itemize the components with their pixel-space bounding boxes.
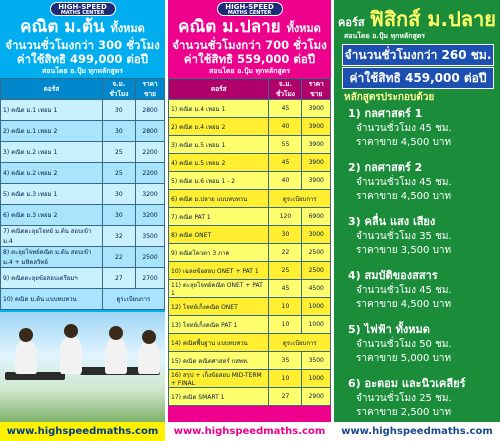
table-row <box>169 262 331 280</box>
course-price: 1000 <box>302 298 331 316</box>
see-rules: ดูระเบียบการ <box>269 334 331 352</box>
course-hours: 32 <box>102 226 135 247</box>
course-price: 2500 <box>302 244 331 262</box>
table-row <box>169 388 331 406</box>
physics-panel <box>334 0 500 441</box>
table-row <box>1 100 165 121</box>
course-hours: 45 <box>269 154 302 172</box>
course-name: 4) คณิต ม.2 เทอม 2 <box>1 163 103 184</box>
table-row <box>169 316 331 334</box>
course-price: 2500 <box>136 247 165 268</box>
course-price: 3500 <box>302 352 331 370</box>
physics-course-item <box>348 212 492 258</box>
course-price: 1000 <box>302 370 331 388</box>
website-link[interactable]: www.highspeedmaths.com <box>334 422 500 441</box>
course-price: ราคาขาย 3,500 บาท <box>356 245 452 256</box>
course-hours: 25 <box>269 262 302 280</box>
panel-title <box>0 17 165 39</box>
physics-course-item <box>348 266 492 312</box>
course-title: 5) ไฟฟ้า ทั้งหมด <box>348 323 430 336</box>
junior-math-panel <box>0 0 165 441</box>
course-name: 9) คณิตโควตา 3 ภาค <box>169 244 269 262</box>
see-rules: ดูระเบียบการ <box>102 289 164 310</box>
course-price: ราคาขาย 5,000 บาท <box>356 353 452 364</box>
course-name: 2) คณิต ม.4 เทอม 2 <box>169 118 269 136</box>
course-name: 3) คณิต ม.2 เทอม 1 <box>1 142 103 163</box>
course-hours: 30 <box>102 184 135 205</box>
center-logo <box>217 2 283 16</box>
table-row <box>1 205 165 226</box>
course-name: 10) คณิต ม.ต้น แบบทบทวน <box>1 289 103 310</box>
table-row <box>169 100 331 118</box>
teacher-note: สอนโดย อ.ปุ้ม ทุกหลักสูตร <box>344 32 426 40</box>
table-row <box>169 226 331 244</box>
table-row <box>1 184 165 205</box>
course-name: 7) คณิต PAT 1 <box>169 208 269 226</box>
senior-math-panel <box>168 0 331 441</box>
table-row <box>1 226 165 247</box>
website-link[interactable]: www.highspeedmaths.com <box>0 422 165 441</box>
course-hours: จำนวนชั่วโมง 50 ชม. <box>356 339 452 350</box>
center-logo <box>50 2 116 16</box>
table-row <box>169 154 331 172</box>
website-link[interactable]: www.highspeedmaths.com <box>168 422 331 441</box>
annual-price: ค่าใช้สิทธิ 499,000 ต่อปี <box>16 52 149 66</box>
course-name: 4) คณิต ม.5 เทอม 2 <box>169 154 269 172</box>
course-hours: 30 <box>102 121 135 142</box>
course-name: 1) คณิต ม.4 เทอม 1 <box>169 100 269 118</box>
logo-subtext: MATHS CENTER <box>227 10 272 16</box>
column-header: จ.ม. ชั่วโมง <box>269 79 302 100</box>
course-name: 10) เฉลยข้อสอบ ONET + PAT 1 <box>169 262 269 280</box>
course-name: 6) คณิต ม.ปลาย แบบทบทวน <box>169 190 269 208</box>
course-name: 17) คณิต SMART 1 <box>169 388 269 406</box>
course-hours: 30 <box>269 226 302 244</box>
column-header: จ.ม. ชั่วโมง <box>102 79 135 100</box>
table-row <box>169 244 331 262</box>
course-price: 2800 <box>136 121 165 142</box>
column-header: ราคา ขาย <box>136 79 165 100</box>
course-price: 2200 <box>136 163 165 184</box>
course-hours: 10 <box>269 316 302 334</box>
table-row <box>169 298 331 316</box>
course-hours: 10 <box>269 298 302 316</box>
column-header: คอร์ส <box>169 79 269 100</box>
table-row <box>169 280 331 298</box>
table-row <box>169 136 331 154</box>
physics-course-item <box>348 374 492 420</box>
title-text: ฟิสิกส์ ม.ปลาย <box>369 7 496 31</box>
table-row <box>1 247 165 268</box>
table-row <box>169 334 331 352</box>
table-row <box>169 118 331 136</box>
title-text: คณิต ม.ต้น <box>20 17 105 37</box>
course-price: 2900 <box>302 388 331 406</box>
course-price: 3200 <box>136 205 165 226</box>
course-price: 3900 <box>302 118 331 136</box>
panel-title <box>168 17 331 39</box>
course-table <box>0 78 165 310</box>
annual-price: ค่าใช้สิทธิ 459,000 ต่อปี <box>342 67 494 89</box>
course-hours: 35 <box>269 352 302 370</box>
logo-subtext: MATHS CENTER <box>60 10 105 16</box>
course-name: 16) สรุป + เก็งข้อสอบ MID-TERM + FINAL <box>169 370 269 388</box>
course-price: 3500 <box>136 226 165 247</box>
total-hours: จำนวนชั่วโมงกว่า 300 ชั่วโมง <box>5 38 160 52</box>
title-suffix: ทั้งหมด <box>286 22 321 35</box>
course-price: 3000 <box>302 226 331 244</box>
teacher-note: สอนโดย อ.ปุ้ม ทุกหลักสูตร <box>41 67 124 75</box>
course-hours: จำนวนชั่วโมง 45 ชม. <box>356 177 452 188</box>
course-hours: 30 <box>102 205 135 226</box>
physics-course-item <box>348 104 492 150</box>
course-price: 3200 <box>136 184 165 205</box>
table-row <box>1 121 165 142</box>
course-title: 2) กลศาสตร์ 2 <box>348 161 423 174</box>
course-name: 2) คณิต ม.1 เทอม 2 <box>1 121 103 142</box>
course-name: 5) คณิต ม.6 เทอม 1 - 2 <box>169 172 269 190</box>
logo-text: HIGH-SPEED <box>225 3 274 11</box>
total-hours: จำนวนชั่วโมงกว่า 260 ชม. <box>342 44 494 66</box>
column-header: คอร์ส <box>1 79 103 100</box>
course-name: 8) คณิต ONET <box>169 226 269 244</box>
course-price: 3900 <box>302 172 331 190</box>
course-price: 3900 <box>302 154 331 172</box>
curriculum-heading: หลักสูตรประกอบด้วย <box>344 92 435 103</box>
course-hours: 30 <box>102 100 135 121</box>
course-table <box>168 78 331 406</box>
course-title: 6) อะตอม และนิวเคลียร์ <box>348 377 466 390</box>
course-name: 14) คณิตพื้นฐาน แบบทบทวน <box>169 334 269 352</box>
course-name: 12) โจทย์เก็งคณิต ONET <box>169 298 269 316</box>
total-hours: จำนวนชั่วโมงกว่า 700 ชั่วโมง <box>172 38 327 52</box>
course-hours: 55 <box>269 136 302 154</box>
course-name: 13) โจทย์เก็งคณิต PAT 1 <box>169 316 269 334</box>
course-hours: 22 <box>269 244 302 262</box>
course-price: ราคาขาย 4,500 บาท <box>356 191 452 202</box>
course-name: 8) ตะลุยโจทย์คณิต ม.ต้น สอบเข้า ม.4 + มหิดลวิทย์ <box>1 247 103 268</box>
course-name: 3) คณิต ม.5 เทอม 1 <box>169 136 269 154</box>
table-row <box>169 352 331 370</box>
table-row <box>169 172 331 190</box>
course-price: 3900 <box>302 100 331 118</box>
table-row <box>169 370 331 388</box>
course-price: 2200 <box>136 142 165 163</box>
course-title: 3) คลื่น แสง เสียง <box>348 215 436 228</box>
course-hours: 120 <box>269 208 302 226</box>
table-row <box>1 163 165 184</box>
course-name: 7) คณิตตะลุยโจทย์ ม.ต้น สอบเข้า ม.4 <box>1 226 103 247</box>
course-hours: 45 <box>269 100 302 118</box>
table-row <box>169 190 331 208</box>
course-hours: จำนวนชั่วโมง 45 ชม. <box>356 123 452 134</box>
table-row <box>1 268 165 289</box>
course-price: 6900 <box>302 208 331 226</box>
physics-course-item <box>348 158 492 204</box>
course-hours: 27 <box>102 268 135 289</box>
course-label: คอร์ส <box>337 16 365 29</box>
classroom-photo <box>0 312 165 422</box>
course-price: 1000 <box>302 316 331 334</box>
course-price: 2700 <box>136 268 165 289</box>
course-price: 3900 <box>302 136 331 154</box>
course-price: 2500 <box>302 262 331 280</box>
course-price: 2800 <box>136 100 165 121</box>
table-row <box>1 142 165 163</box>
teacher-note: สอนโดย อ.ปุ้ม ทุกหลักสูตร <box>208 67 291 75</box>
title-suffix: ทั้งหมด <box>110 22 145 35</box>
table-row <box>1 289 165 310</box>
title-text: คณิต ม.ปลาย <box>178 17 281 37</box>
course-title: 4) สมบัติของสสาร <box>348 269 438 282</box>
annual-price: ค่าใช้สิทธิ 559,000 ต่อปี <box>183 52 316 66</box>
course-hours: 25 <box>102 163 135 184</box>
course-hours: 40 <box>269 172 302 190</box>
course-name: 11) ตะลุยโจทย์คณิต ONET + PAT 1 <box>169 280 269 298</box>
course-hours: 25 <box>102 142 135 163</box>
course-hours: จำนวนชั่วโมง 35 ชม. <box>356 231 452 242</box>
course-hours: 45 <box>269 280 302 298</box>
course-name: 5) คณิต ม.3 เทอม 1 <box>1 184 103 205</box>
course-price: 4500 <box>302 280 331 298</box>
course-hours: 27 <box>269 388 302 406</box>
course-hours: จำนวนชั่วโมง 25 ชม. <box>356 393 452 404</box>
column-header: ราคา ขาย <box>302 79 331 100</box>
course-name: 9) คณิตตะลุยข้อสอบเตรียมฯ <box>1 268 103 289</box>
course-name: 1) คณิต ม.1 เทอม 1 <box>1 100 103 121</box>
course-hours: จำนวนชั่วโมง 45 ชม. <box>356 285 452 296</box>
see-rules: ดูระเบียบการ <box>269 190 331 208</box>
course-price: ราคาขาย 4,500 บาท <box>356 137 452 148</box>
physics-course-item <box>348 320 492 366</box>
logo-text: HIGH-SPEED <box>58 3 107 11</box>
course-price: ราคาขาย 4,500 บาท <box>356 299 452 310</box>
course-title: 1) กลศาสตร์ 1 <box>348 107 423 120</box>
course-hours: 22 <box>102 247 135 268</box>
course-name: 15) คณิต คณิตศาสตร์ กสพท. <box>169 352 269 370</box>
course-name: 6) คณิต ม.3 เทอม 2 <box>1 205 103 226</box>
course-price: ราคาขาย 2,500 บาท <box>356 407 452 418</box>
table-row <box>169 208 331 226</box>
course-hours: 10 <box>269 370 302 388</box>
course-hours: 40 <box>269 118 302 136</box>
